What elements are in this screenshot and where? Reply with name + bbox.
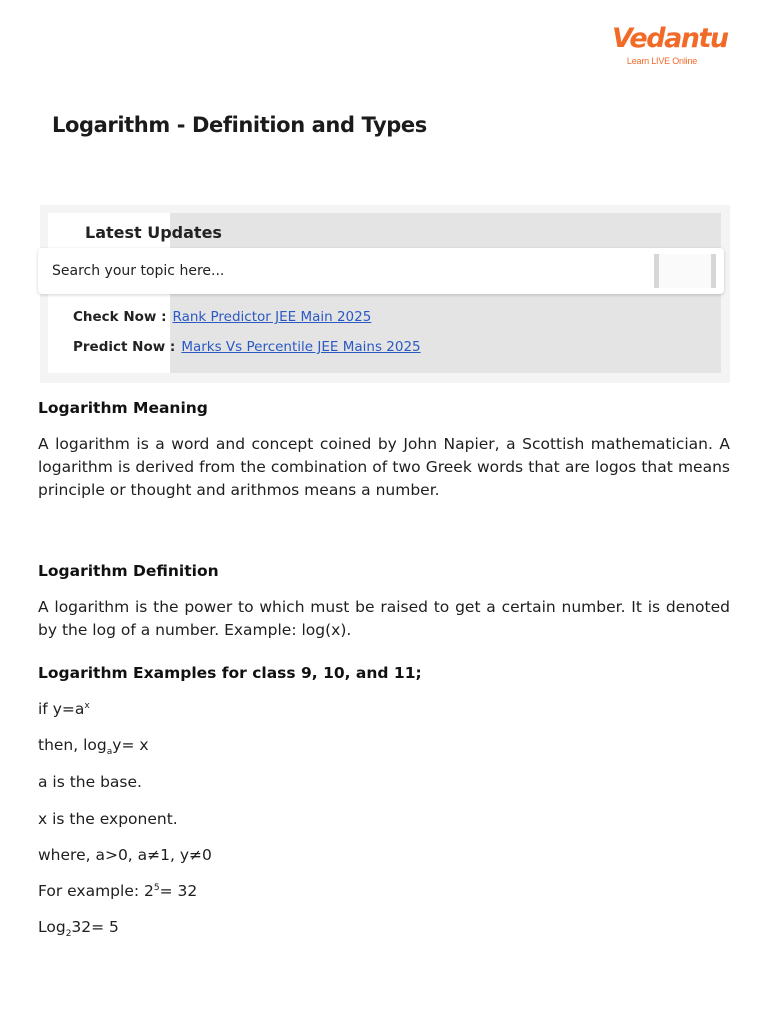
- meaning-paragraph: A logarithm is a word and concept coined by John Napier, a Scottish mathematician. A logarithm is derived from the combination of two Greek words that are logos that means principle or thought and arithmos means a number.: [38, 435, 730, 499]
- logo-tagline: Learn LIVE Online: [626, 56, 698, 66]
- definition-paragraph: A logarithm is the power to which must be raised to get a certain number. It is denoted by the log of a number. Example: log(x).: [38, 598, 730, 639]
- update-label: Predict Now :: [73, 339, 176, 355]
- vedantu-logo[interactable]: [612, 22, 728, 66]
- update-label: Check Now :: [73, 309, 167, 325]
- updates-heading: Latest Updates: [85, 223, 222, 242]
- example-text: Log: [38, 918, 66, 936]
- example-text: 32= 5: [71, 918, 119, 936]
- example-line-2: [38, 736, 149, 757]
- example-line-6: [38, 882, 197, 900]
- search-button[interactable]: [654, 254, 716, 288]
- page-title: Logarithm - Definition and Types: [52, 113, 427, 137]
- example-text: = 32: [159, 882, 198, 900]
- meaning-heading: Logarithm Meaning: [38, 399, 208, 417]
- example-line-4: x is the exponent.: [38, 810, 178, 828]
- examples-heading: Logarithm Examples for class 9, 10, and 11;: [38, 664, 422, 682]
- example-text: if y=a: [38, 700, 85, 718]
- example-line-1: [38, 700, 90, 718]
- example-text: y= x: [112, 736, 149, 754]
- example-line-7: [38, 918, 119, 939]
- search-input[interactable]: [52, 260, 612, 282]
- update-item-rank-predictor: [73, 309, 371, 325]
- search-bar[interactable]: [38, 248, 724, 294]
- logo-wordmark: Vedantu: [612, 23, 728, 54]
- superscript: 5: [153, 882, 160, 893]
- example-text: For example: 2: [38, 882, 154, 900]
- subscript: 2: [65, 929, 72, 940]
- definition-heading: Logarithm Definition: [38, 562, 219, 580]
- subscript: a: [106, 747, 113, 758]
- example-line-5: where, a>0, a≠1, y≠0: [38, 846, 212, 864]
- example-line-3: a is the base.: [38, 773, 142, 791]
- superscript: x: [84, 700, 90, 711]
- rank-predictor-link[interactable]: Rank Predictor JEE Main 2025: [172, 309, 372, 325]
- marks-percentile-link[interactable]: Marks Vs Percentile JEE Mains 2025: [181, 339, 421, 355]
- update-item-marks-percentile: [73, 339, 421, 355]
- example-text: then, log: [38, 736, 107, 754]
